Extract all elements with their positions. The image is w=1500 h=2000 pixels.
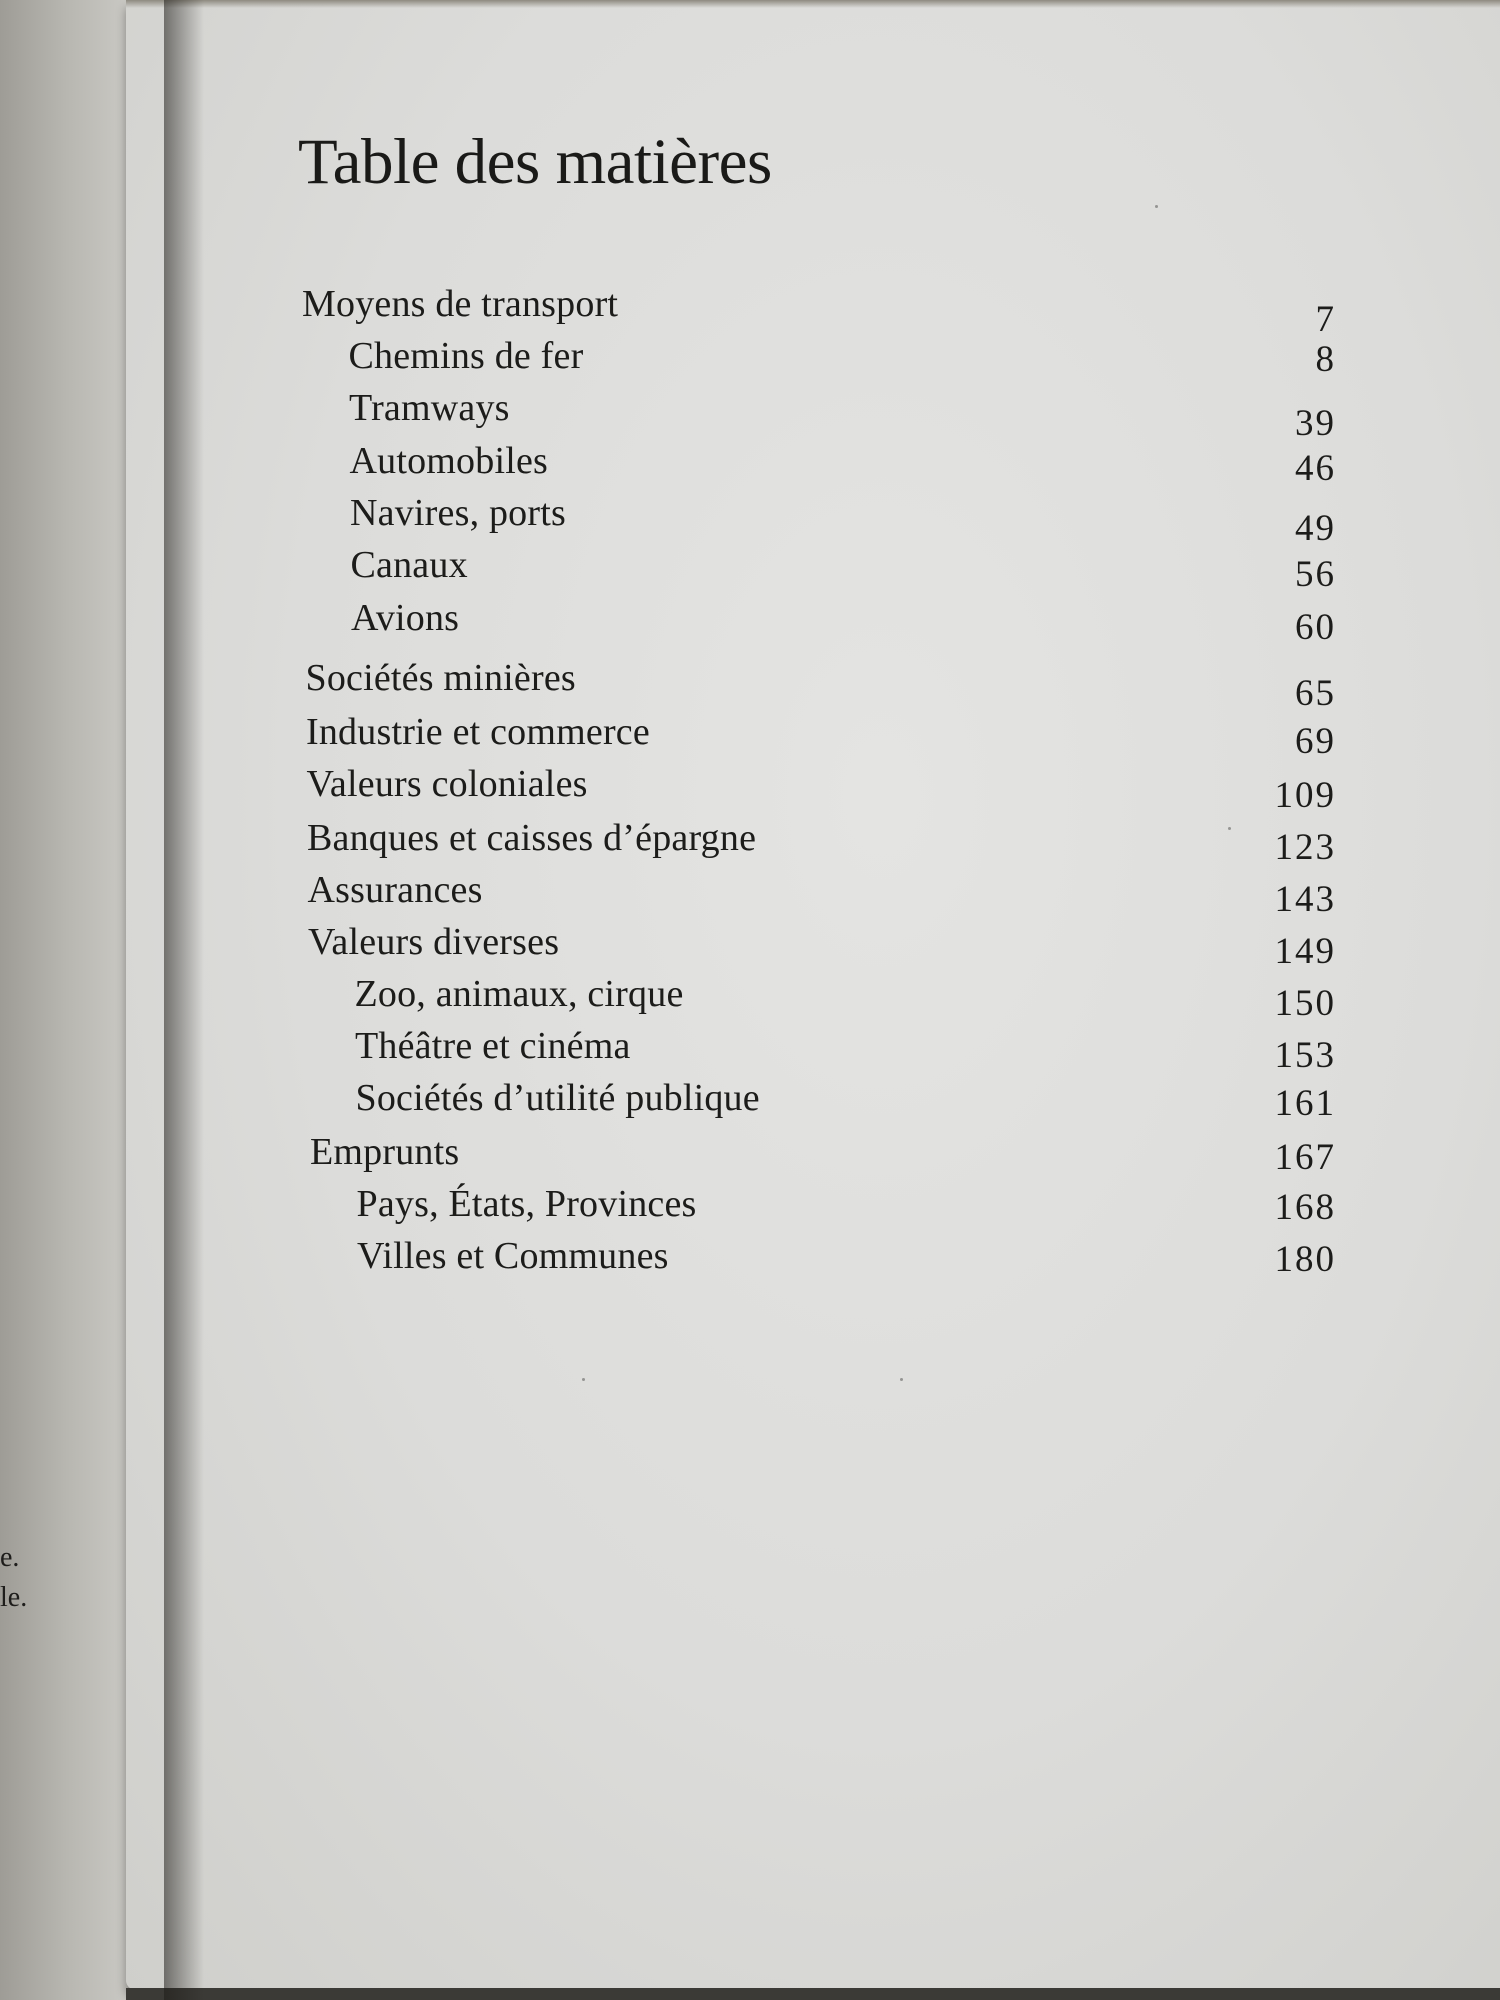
toc-entry [0, 758, 1500, 816]
toc-section-label: Valeurs coloniales [306, 763, 588, 805]
toc-page-number: 56 [1295, 554, 1336, 595]
toc-page-number: 149 [1274, 931, 1336, 972]
paper-speck [900, 1378, 903, 1381]
left-page-fragment: le. [0, 1582, 28, 1613]
toc-entry [0, 1126, 1500, 1178]
toc-page-number: 49 [1295, 508, 1336, 549]
toc-page-number: 8 [1315, 339, 1336, 380]
toc-section-label: Industrie et commerce [306, 711, 650, 753]
toc-page-number: 161 [1274, 1083, 1336, 1124]
toc-subsection-label: Zoo, animaux, cirque [354, 973, 684, 1015]
paper-speck [1155, 205, 1158, 208]
toc-entry [0, 278, 1500, 340]
toc-subsection-label: Pays, États, Provinces [356, 1183, 697, 1225]
toc-subsection-label: Automobiles [349, 440, 549, 482]
toc-entry [0, 1072, 1500, 1124]
toc-entry [0, 1178, 1500, 1230]
toc-section-label: Moyens de transport [302, 283, 619, 325]
toc-entry [0, 812, 1500, 868]
toc-page-number: 7 [1315, 299, 1336, 340]
toc-entry [0, 706, 1500, 762]
toc-subsection-label: Tramways [349, 387, 510, 429]
toc-section-label: Assurances [307, 869, 483, 911]
toc-section-label: Sociétés minières [305, 657, 576, 699]
toc-entry [0, 539, 1500, 595]
toc-section-label: Banques et caisses d’épargne [307, 817, 757, 859]
toc-page-number: 123 [1274, 827, 1336, 868]
toc-entry [0, 916, 1500, 972]
toc-entry [0, 1230, 1500, 1282]
left-page-fragment: e. [0, 1542, 20, 1573]
toc-page-number: 65 [1295, 673, 1336, 714]
toc-page-number: 39 [1295, 403, 1336, 444]
paper-speck [582, 1378, 585, 1381]
toc-entry [0, 330, 1500, 382]
toc-page-number: 46 [1295, 448, 1336, 489]
toc-section-label: Emprunts [310, 1131, 460, 1173]
toc-page-number: 60 [1295, 607, 1336, 648]
paper-speck [1228, 827, 1231, 830]
toc-page-number: 150 [1274, 983, 1336, 1024]
toc-entry [0, 864, 1500, 920]
toc-entry [0, 968, 1500, 1024]
toc-page-number: 180 [1274, 1239, 1336, 1280]
toc-subsection-label: Canaux [350, 544, 468, 586]
toc-subsection-label: Navires, ports [350, 492, 566, 534]
toc-entry [0, 435, 1500, 487]
toc-section-label: Valeurs diverses [308, 921, 560, 963]
toc-entry [0, 1020, 1500, 1076]
toc-page-number: 69 [1295, 721, 1336, 762]
toc-entry [0, 382, 1500, 444]
toc-subsection-label: Sociétés d’utilité publique [355, 1077, 760, 1119]
toc-page-number: 143 [1274, 879, 1336, 920]
toc-subsection-label: Théâtre et cinéma [355, 1025, 631, 1067]
toc-subsection-label: Avions [351, 597, 460, 639]
toc-entry [0, 592, 1500, 648]
toc-page-number: 168 [1274, 1187, 1336, 1228]
toc-subsection-label: Chemins de fer [348, 335, 584, 377]
page-title: Table des matières [298, 126, 772, 198]
toc-entry [0, 652, 1500, 714]
toc-entry [0, 487, 1500, 549]
toc-page-number: 153 [1274, 1035, 1336, 1076]
toc-page-number: 167 [1274, 1137, 1336, 1178]
toc-subsection-label: Villes et Communes [357, 1235, 669, 1277]
toc-page-number: 109 [1274, 775, 1336, 816]
